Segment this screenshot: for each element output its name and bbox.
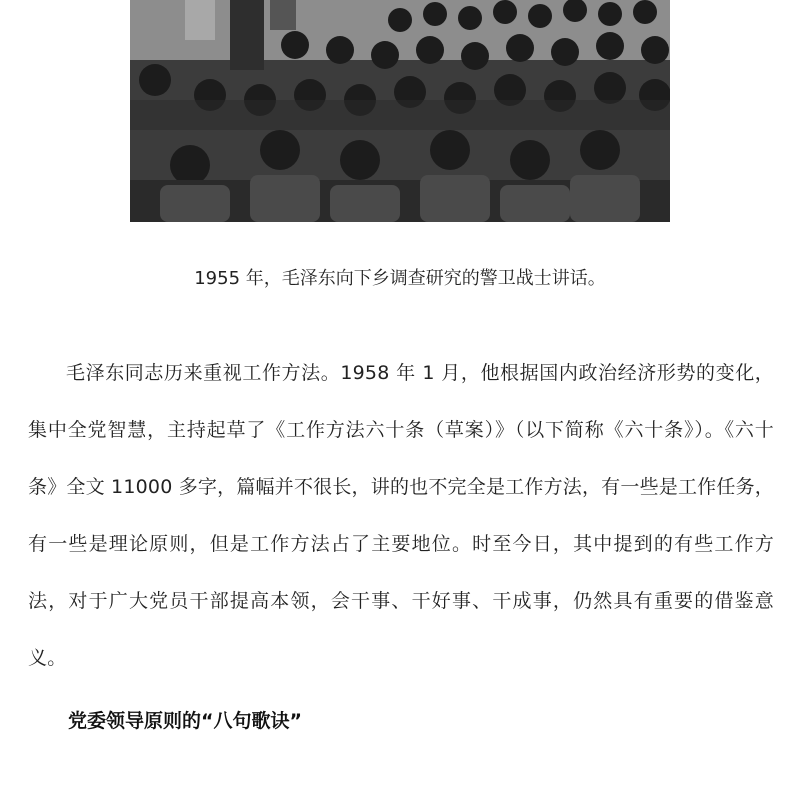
section-heading: 党委领导原则的“八句歌诀” — [68, 710, 302, 732]
photo-caption: 1955 年，毛泽东向下乡调查研究的警卫战士讲话。 — [194, 268, 606, 289]
historical-photo — [130, 0, 670, 222]
photo-crowd-illustration — [130, 0, 670, 222]
body-paragraph: 毛泽东同志历来重视工作方法。1958 年 1 月，他根据国内政治经济形势的变化，集中全党智慧，主持起草了《工作方法六十条（草案）》（以下简称《六十条》）。《六十条》全文 11000 多字，篇幅并不很长，讲的也不完全是工作方法，有一些是工作任务，有一些是理论原则，但是工作方法占了主要地位。时至今日，其中提到的有些工作方法，对于广大党员干部提高本领，会干事、干好事、干成事，仍然具有重要的借鉴意义。 — [28, 362, 774, 669]
